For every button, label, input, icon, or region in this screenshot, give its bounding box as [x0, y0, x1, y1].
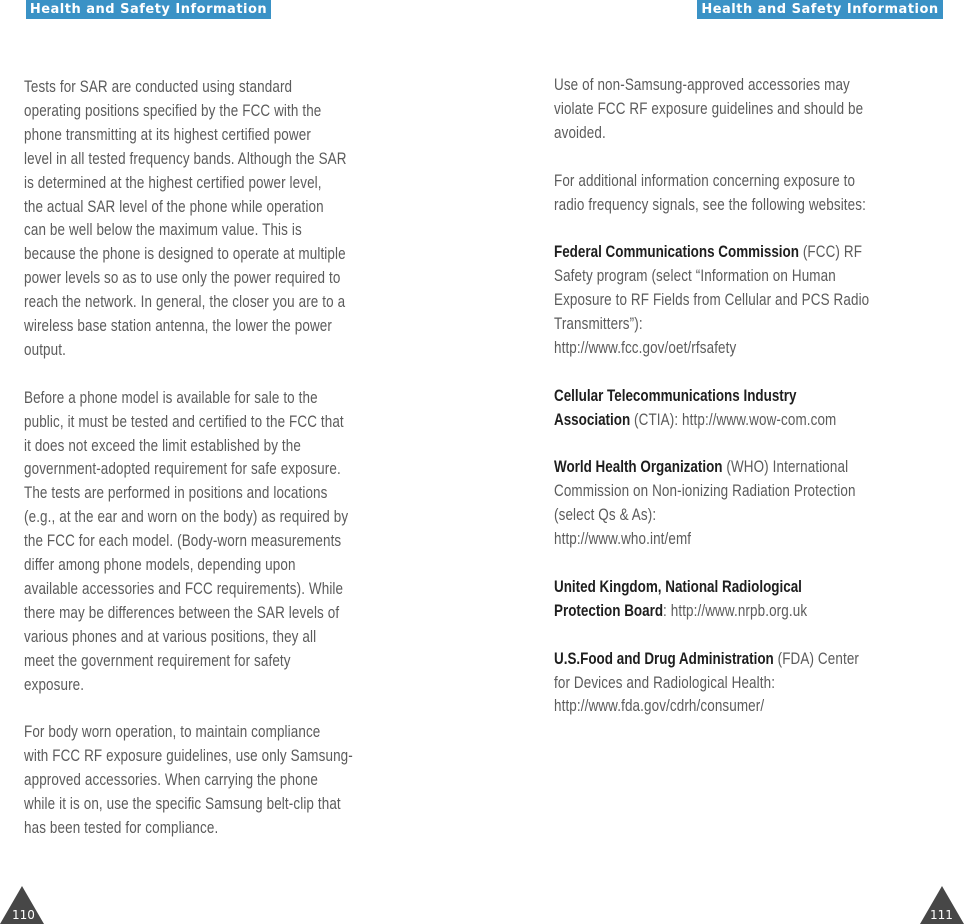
who-resource: World Health Organization (WHO) International Commission on Non-ionizing Radiation Protection (select Qs & As): http://www.who.int/emf: [554, 456, 939, 552]
fda-org-name: U.S.Food and Drug Administration: [554, 649, 774, 668]
nrpb-resource: [554, 576, 939, 624]
left-page-number: 110: [12, 908, 35, 922]
fcc-url: http://www.fcc.gov/oet/rfsafety: [554, 338, 737, 357]
fda-url: http://www.fda.gov/cdrh/consumer/: [554, 697, 765, 716]
who-url: http://www.who.int/emf: [554, 530, 692, 549]
fda-resource: U.S.Food and Drug Administration (FDA) Center for Devices and Radiological Health: http://www.fda.gov/cdrh/consumer/: [554, 648, 939, 720]
left-page-header: Health and Safety Information: [26, 0, 271, 19]
nrpb-org-name-line2: Protection Board: [554, 601, 664, 620]
ctia-org-name-line2: Association: [554, 410, 631, 429]
additional-info-paragraph: For additional information concerning exposure to radio frequency signals, see the following websites:: [554, 171, 866, 214]
ctia-url: (CTIA): http://www.wow-com.com: [630, 410, 837, 429]
body-worn-paragraph: For body worn operation, to maintain compliance with FCC RF exposure guidelines, use only Samsung- approved accessories. When carrying the phone while it is on, use the specific Samsung belt-clip that has been tested for compliance.: [24, 723, 353, 838]
fcc-resource: Federal Communications Commission (FCC) RF Safety program (select “Information on Human Exposure to RF Fields from Cellular and PCS Radio Transmitters”): http://www.fcc.gov/oet/rfsafety: [554, 241, 939, 361]
accessories-warning-paragraph: Use of non-Samsung-approved accessories may violate FCC RF exposure guidelines and should be avoided.: [554, 76, 864, 142]
right-page-number: 111: [930, 908, 953, 922]
fcc-org-name: Federal Communications Commission: [554, 243, 799, 262]
certification-paragraph: Before a phone model is available for sale to the public, it must be tested and certified to the FCC that it does not exceed the limit established by the government-adopted requirement for safe exposure. The tests are performed in positions and locations (e.g., at the ear and worn on the body) as required by the FCC for each model. (Body-worn measurements differ among phone models, depending upon available accessories and FCC requirements). While there may be differences between the SAR levels of various phones and at various positions, they all meet the government requirement for safety exposure.: [24, 388, 349, 694]
right-page-body: [554, 74, 939, 743]
sar-tests-paragraph: Tests for SAR are conducted using standard operating positions specified by the FCC with the phone transmitting at its highest certified power level in all tested frequency bands. Although the SAR is determined at the highest certified power level, the actual SAR level of the phone while operation can be well below the maximum value. This is because the phone is designed to operate at multiple power levels so as to use only the power required to reach the network. In general, the closer you are to a wireless base station antenna, the lower the power output.: [24, 78, 347, 359]
nrpb-org-name-line1: United Kingdom, National Radiological: [554, 577, 802, 596]
who-org-name: World Health Organization: [554, 458, 723, 477]
left-page-body: [24, 76, 409, 865]
nrpb-url: : http://www.nrpb.org.uk: [663, 601, 808, 620]
ctia-resource: [554, 385, 939, 433]
right-page-header: Health and Safety Information: [697, 0, 943, 19]
ctia-org-name-line1: Cellular Telecommunications Industry: [554, 386, 797, 405]
